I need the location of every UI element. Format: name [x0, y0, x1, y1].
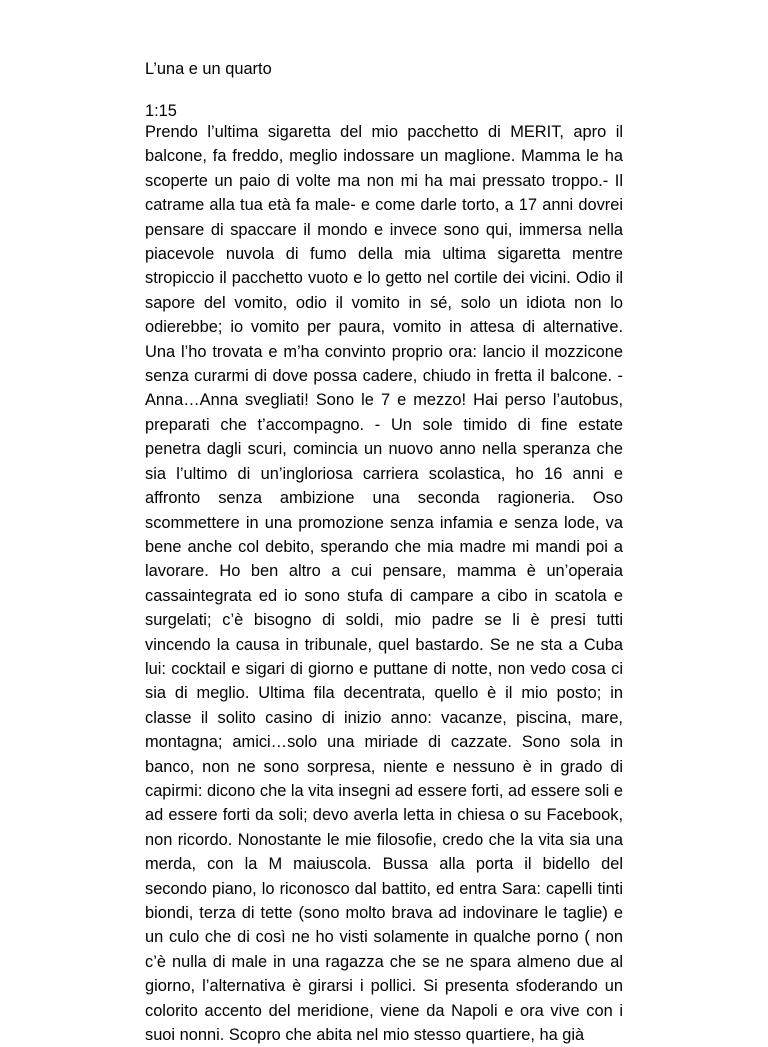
story-timestamp: 1:15	[145, 102, 177, 120]
story-title: L’una e un quarto	[145, 60, 272, 78]
story-body-paragraph: Prendo l’ultima sigaretta del mio pacchetto di MERIT, apro il balcone, fa freddo, meglio indossare un maglione. Mamma le ha scoperte un paio di volte ma non mi ha mai pressato troppo.- Il catrame alla tua età fa male- e come darle torto, a 17 anni dovrei pensare di spaccare il mondo e invece sono qui, immersa nella piacevole nuvola di fumo della mia ultima sigaretta mentre stropiccio il pacchetto vuoto e lo getto nel cortile dei vicini. Odio il sapore del vomito, odio il vomito in sé, solo un idiota non lo odierebbe; io vomito per paura, vomito in attesa di alternative. Una l’ho trovata e m’ha convinto proprio ora: lancio il mozzicone senza curarmi di dove possa cadere, chiudo in fretta il balcone. - Anna…Anna svegliati! Sono le 7 e mezzo! Hai perso l’autobus, preparati che t’accompagno. - Un sole timido di fine estate penetra dagli scuri, comincia un nuovo anno nella speranza che sia l’ultimo di un’ingloriosa carriera scolastica, ho 16 anni e affronto senza ambizione una seconda ragioneria. Oso scommettere in una promozione senza infamia e senza lode, va bene anche col debito, sperando che mia madre mi mandi poi a lavorare. Ho ben altro a cui pensare, mamma è un’operaia cassaintegrata ed io sono stufa di campare a cibo in scatola e surgelati; c’è bisogno di soldi, mio padre se li è presi tutti vincendo la causa in tribunale, quel bastardo. Se ne sta a Cuba lui: cocktail e sigari di giorno e puttane di notte, non vedo cosa ci sia di meglio. Ultima fila decentrata, quello è il mio posto; in classe il solito casino di inizio anno: vacanze, piscina, mare, montagna; amici…solo una miriade di cazzate. Sono sola in banco, non ne sono sorpresa, niente e nessuno è in grado di capirmi: dicono che la vita insegni ad essere forti, ad essere soli e ad essere forti da soli; devo averla letta in chiesa o su Facebook, non ricordo. Nonostante le mie filosofie, credo che la vita sia una merda, con la M maiuscola. Bussa alla porta il bidello del secondo piano, lo riconosco dal battito, ed entra Sara: capelli tinti biondi, terza di tette (sono molto brava ad indovinare le taglie) e un culo che di così ne ho visti solamente in qualche porno ( non c’è nulla di male in una ragazza che se ne spara almeno due al giorno, l’alternativa è girarsi i pollici. Si presenta sfoderando un colorito accento del meridione, viene da Napoli e ora vive con i suoi nonni. Scopro che abita nel mio stesso quartiere, ha già	[145, 123, 623, 1045]
